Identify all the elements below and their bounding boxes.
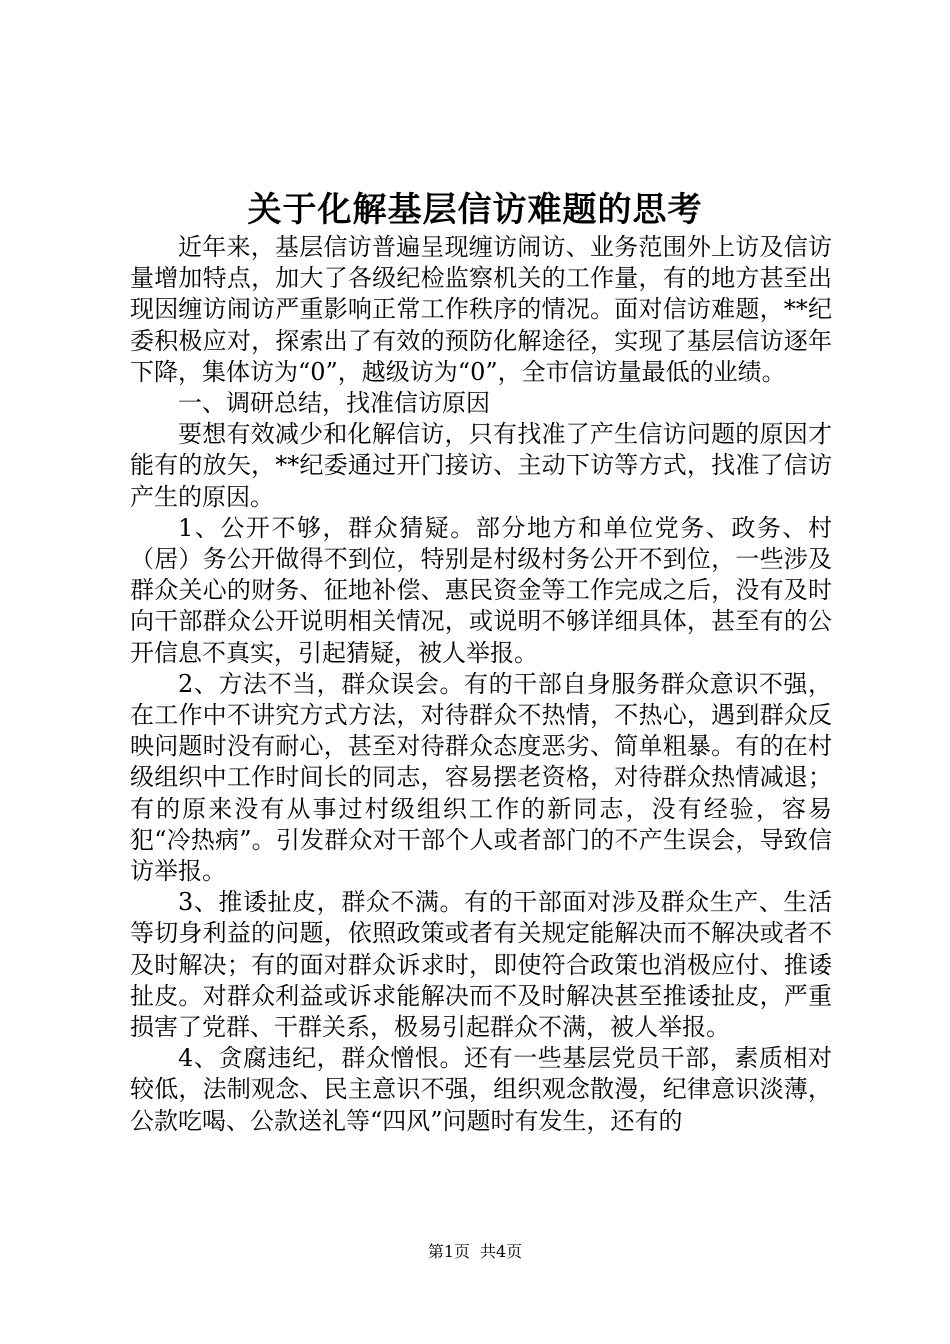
page-number: 第1页 xyxy=(427,1242,470,1261)
section-heading-1: 一、调研总结，找准信访原因 xyxy=(178,389,490,418)
paragraph-intro: 近年来，基层信访普遍呈现缠访闹访、业务范围外上访及信访量增加特点，加大了各级纪检监察机关的工作量，有的地方甚至出现因缠访闹访严重影响正常工作秩序的情况。面对信访难题，**纪委积极应对，探索出了有效的预防化解途径，实现了基层信访逐年下降，集体访为“0”，越级访为“0”，全市信访量最低的业绩。 xyxy=(130,233,832,386)
paragraph-point-2: 2、方法不当，群众误会。有的干部自身服务群众意识不强，在工作中不讲究方式方法，对待群众不热情，不热心，遇到群众反映问题时没有耐心，甚至对待群众态度恶劣、简单粗暴。有的在村级组织中工作时间长的同志，容易摆老资格，对待群众热情减退；有的原来没有从事过村级组织工作的新同志，没有经验，容易犯“冷热病”。引发群众对干部个人或者部门的不产生误会，导致信访举报。 xyxy=(130,669,832,886)
page-footer xyxy=(0,1241,950,1263)
paragraph-point-1: 1、公开不够，群众猜疑。部分地方和单位党务、政务、村（居）务公开做得不到位，特别是村级村务公开不到位，一些涉及群众关心的财务、征地补偿、惠民资金等工作完成之后，没有及时向干部群众公开说明相关情况，或说明不够详细具体，甚至有的公开信息不真实，引起猜疑，被人举报。 xyxy=(130,513,832,667)
paragraph-section-1-intro: 要想有效减少和化解信访，只有找准了产生信访问题的原因才能有的放矢，**纪委通过开门接访、主动下访等方式，找准了信访产生的原因。 xyxy=(130,420,832,511)
paragraph-point-4: 4、贪腐违纪，群众憎恨。还有一些基层党员干部，素质相对较低，法制观念、民主意识不强，组织观念散漫，纪律意识淡薄，公款吃喝、公款送礼等“四风”问题时有发生，还有的 xyxy=(130,1044,832,1135)
document-body xyxy=(130,232,832,1137)
document-title: 关于化解基层信访难题的思考 xyxy=(247,190,703,230)
page-total: 共4页 xyxy=(480,1242,523,1261)
paragraph-point-3: 3、推诿扯皮，群众不满。有的干部面对涉及群众生产、生活等切身利益的问题，依照政策或者有关规定能解决而不解决或者不及时解决；有的面对群众诉求时，即使符合政策也消极应付、推诿扯皮。对群众利益或诉求能解决而不及时解决甚至推诿扯皮，严重损害了党群、干群关系，极易引起群众不满，被人举报。 xyxy=(130,888,832,1042)
